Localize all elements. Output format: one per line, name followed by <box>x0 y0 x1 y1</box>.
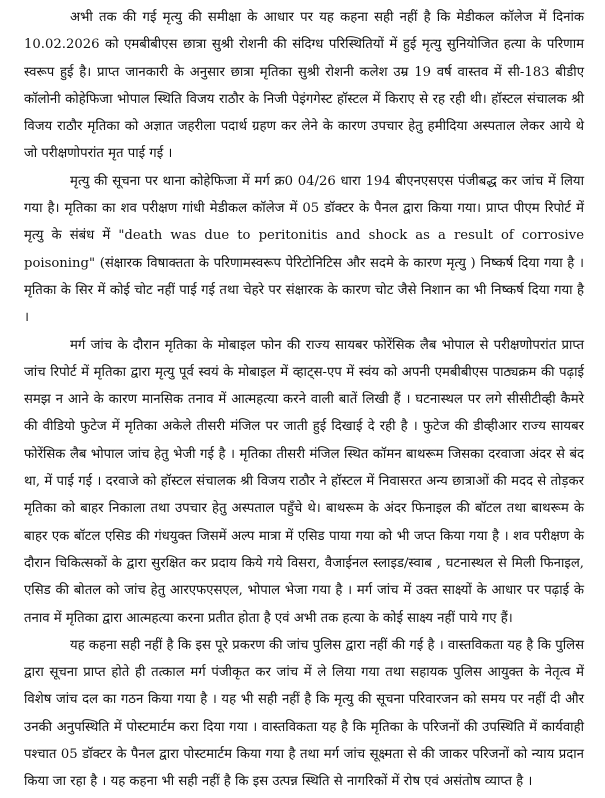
paragraph-investigation-evidence: मर्ग जांच के दौरान मृतिका के मोबाइल फोन की राज्य सायबर फोरेंसिक लैब भोपाल से परीक्षणोपरांत प्राप्त जांच रिपोर्ट में मृतिका द्वारा मृत्यु पूर्व स्वयं के मोबाइल में व्हाट्स-एप में स्वंय को अपनी एमबीबीएस पाठ्यक्रम की पढ़ाई समझ न आने के कारण मानसिक तनाव में आत्महत्या करने वाली बातें लिखी हैं । घटनास्थल पर लगे सीसीटीव्ही कैमरे की वीडियो फुटेज में मृतिका अकेले तीसरी मंजिल पर जाती हुई दिखाई दे रही है । फुटेज की डीव्हीआर राज्य सायबर फोरेंसिक लैब भोपाल जांच हेतु भेजी गई है । मृतिका तीसरी मंजिल स्थित कॉमन बाथरूम जिसका दरवाजा अंदर से बंद था, में पाई गई । दरवाजे को हॉस्टल संचालक श्री विजय राठौर ने हॉस्टल में निवासरत अन्य छात्राओं की मदद से तोड़कर मृतिका को बाहर निकाला तथा उपचार हेतु अस्पताल पहुँचे थे। बाथरूम के अंदर फिनाइल की बॉटल तथा बाथरूम के बाहर एक बॉटल एसिड की गंधयुक्त जिसमें अल्प मात्रा में एसिड पाया गया को भी जप्त किया गया है । शव परीक्षण के दौरान चिकित्सकों के द्वारा सुरक्षित कर प्रदाय किये गये विसरा, वैजाईनल स्लाइड/स्वाब , घटनास्थल से मिली फिनाइल, एसिड की बोतल को जांच हेतु आरएफएसएल, भोपाल भेजा गया है । मर्ग जांच में उक्त साक्ष्यों के आधार पर पढ़ाई के तनाव में मृतिका द्वारा आत्महत्या करना प्रतीत होता है एवं अभी तक हत्या के कोई साक्ष्य नहीं पाये गए हैं। <box>24 337 584 626</box>
paragraph-postmortem-report: मृत्यु की सूचना पर थाना कोहेफिजा में मर्ग क्र0 04/26 धारा 194 बीएनएसएस पंजीबद्ध कर जांच में लिया गया है। मृतिका का शव परीक्षण गांधी मेडीकल कॉलेज में 05 डॉक्टर के पैनल द्वारा किया गया। प्राप्त पीएम रिपोर्ट में मृत्यु के संबंध में "death was due to peritonitis and shock as a result of corrosive poisoning" (संक्षारक विषाक्तता के परिणामस्वरूप पेरिटोनिटिस और सदमे के कारण मृत्यु ) निष्कर्ष दिया गया है । मृतिका के सिर में कोई चोट नहीं पाई गई तथा चेहरे पर संक्षारक के कारण चोट जैसे निशान का भी निष्कर्ष दिया गया है । <box>24 173 584 326</box>
document-page <box>24 4 584 796</box>
paragraph-police-response: यह कहना सही नहीं है कि इस पूरे प्रकरण की जांच पुलिस द्वारा नहीं की गई है । वास्तविकता यह है कि पुलिस द्वारा सूचना प्राप्त होते ही तत्काल मर्ग पंजीकृत कर जांच में ले लिया गया तथा सहायक पुलिस आयुक्त के नेतृत्व में विशेष जांच दल का गठन किया गया है । यह भी सही नहीं है कि मृत्यु की सूचना परिवारजन को समय पर नहीं दी और उनकी अनुपस्थिति में पोस्टमार्टम करा दिया गया । वास्तविकता यह है कि मृतिका के परिजनों की उपस्थिति में कार्यवाही पश्चात 05 डॉक्टर के पैनल द्वारा पोस्टमार्टम किया गया है तथा मर्ग जांच सूक्ष्मता से की जाकर परिजनों को न्याय प्रदान किया जा रहा है । यह कहना भी सही नहीं है कि इस उत्पन्न स्थिति से नागरिकों में रोष एवं असंतोष व्याप्त है । <box>24 637 584 790</box>
paragraph-review-findings: अभी तक की गई मृत्यु की समीक्षा के आधार पर यह कहना सही नहीं है कि मेडीकल कॉलेज में दिनांक 10.02.2026 को एमबीबीएस छात्रा सुश्री रोशनी की संदिग्ध परिस्थितियों में हुई मृत्यु सुनियोजित हत्या के परिणाम स्वरूप हुई है। प्राप्त जानकारी के अनुसार छात्रा मृतिका सुश्री रोशनी कलेश उम्र 19 वर्ष वास्तव में सी-183 बीडीए कॉलोनी कोहेफिजा भोपाल स्थिति विजय राठौर के निजी पेइंगगेस्ट हॉस्टल में किराए से रह रही थी। हॉस्टल संचालक श्री विजय राठौर मृतिका को अज्ञात जहरीला पदार्थ ग्रहण कर लेने के कारण उपचार हेतु हमीदिया अस्पताल लेकर आये थे जो परीक्षणोपरांत मृत पाई गई । <box>24 10 584 162</box>
